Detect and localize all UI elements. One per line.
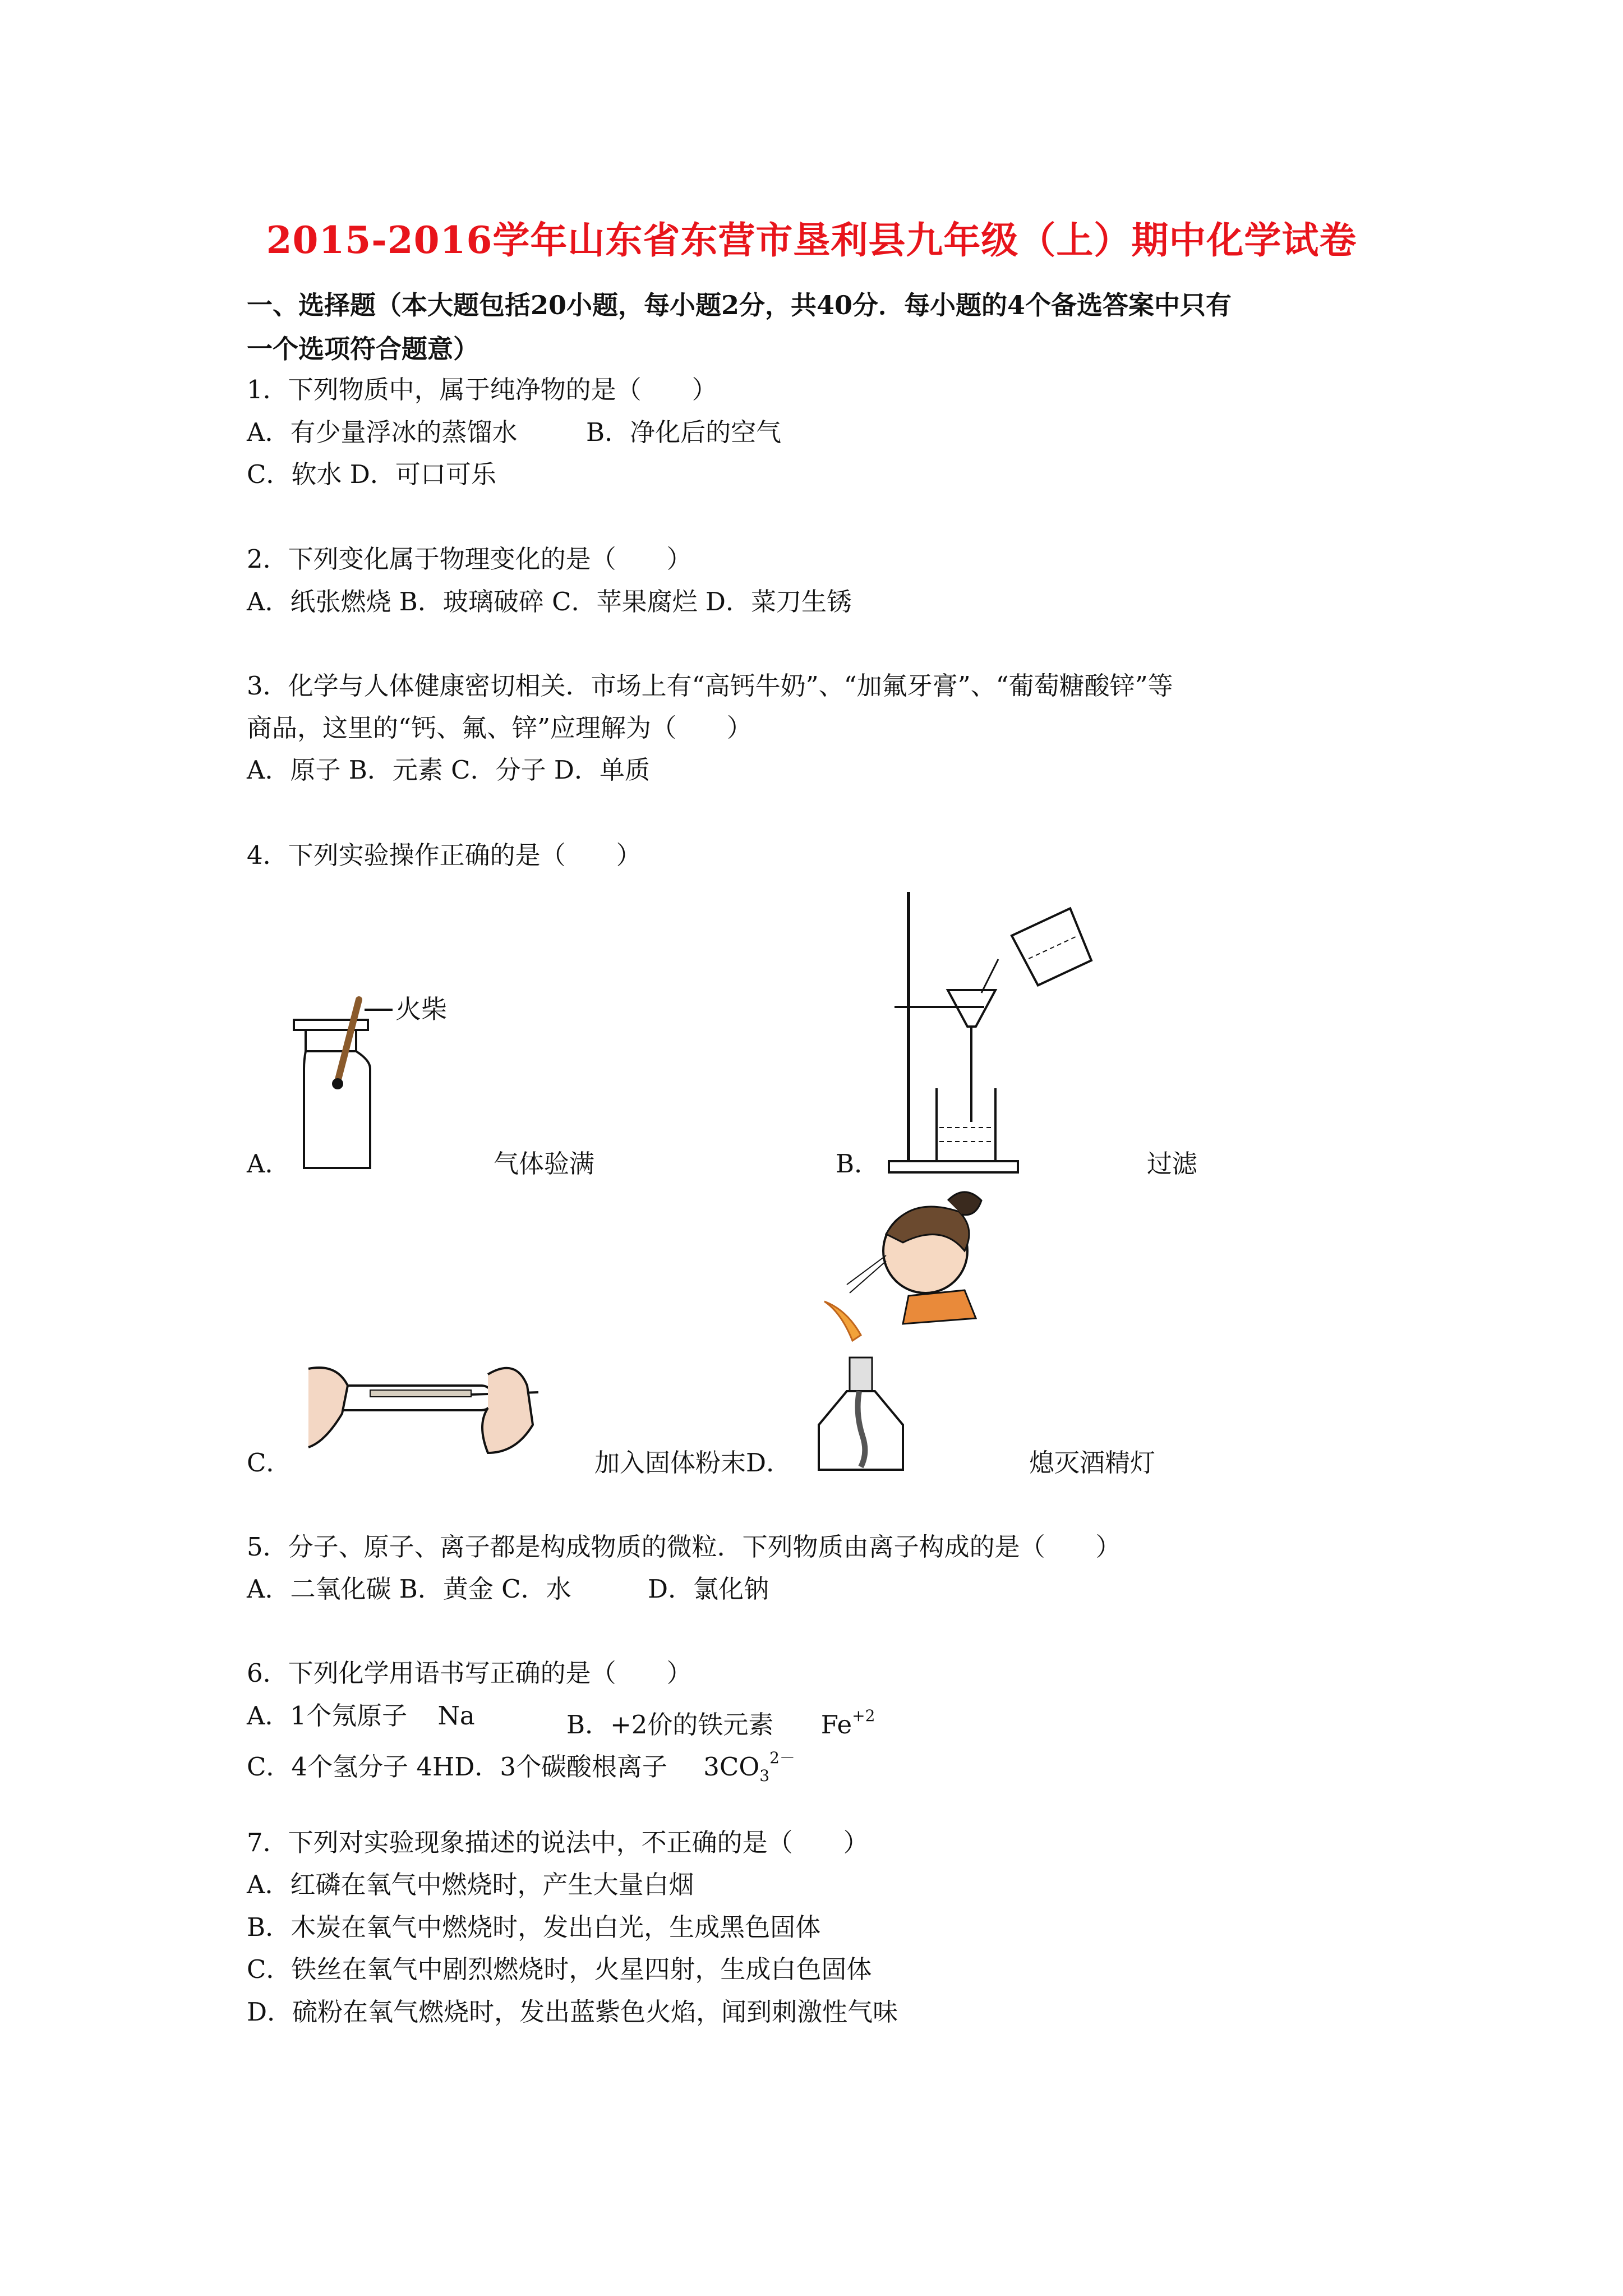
- q4-option-b-caption: 过滤: [1147, 1149, 1198, 1179]
- figure-filtration: [883, 886, 1108, 1178]
- q1-stem: 1．下列物质中，属于纯净物的是（ ）: [247, 375, 717, 404]
- section-heading-line1: 一、选择题（本大题包括20小题，每小题2分，共40分．每小题的4个备选答案中只有: [247, 290, 1232, 320]
- figure-add-solid-powder: [303, 1346, 550, 1458]
- q4-option-c-letter: C．: [247, 1448, 292, 1478]
- q4-stem: 4．下列实验操作正确的是（ ）: [247, 840, 642, 870]
- q7-stem: 7．下列对实验现象描述的说法中，不正确的是（ ）: [247, 1828, 869, 1857]
- q3-stem-line2: 商品，这里的“钙、氟、锌”应理解为（ ）: [247, 713, 753, 743]
- q7-option-d: D．硫粉在氧气燃烧时，发出蓝紫色火焰，闻到刺激性气味: [247, 1997, 898, 2027]
- q6-option-d-formula: 3CO: [703, 1752, 760, 1782]
- figure-gas-full-test: [286, 993, 488, 1178]
- q6-option-b-formula: Fe: [820, 1710, 852, 1740]
- section-heading-line2: 一个选项符合题意）: [247, 334, 479, 364]
- q6-option-b-charge: +2: [852, 1706, 875, 1725]
- q6-option-b-text: B．+2价的铁元素: [566, 1710, 774, 1740]
- figure-match-label: 火柴: [395, 994, 447, 1024]
- q6-option-d-charge: 2－: [769, 1749, 795, 1767]
- page-title: 2015-2016学年山东省东营市垦利县九年级（上）期中化学试卷: [266, 218, 1357, 262]
- q7-option-c: C．铁丝在氧气中剧烈燃烧时，火星四射，生成白色固体: [247, 1954, 872, 1984]
- q6-option-a-text: A．1个氖原子: [247, 1701, 408, 1731]
- q4-option-d-caption: 熄灭酒精灯: [1029, 1448, 1156, 1478]
- q3-options: A．原子 B．元素 C．分子 D．单质: [247, 755, 650, 785]
- q1-options-cd: C．软水 D．可口可乐: [247, 459, 496, 489]
- q7-option-b: B．木炭在氧气中燃烧时，发出白光，生成黑色固体: [247, 1912, 821, 1942]
- q2-stem: 2．下列变化属于物理变化的是（ ）: [247, 544, 692, 574]
- q4-option-b-letter: B．: [836, 1149, 880, 1179]
- q5-stem: 5．分子、原子、离子都是构成物质的微粒．下列物质由离子构成的是（ ）: [247, 1532, 1121, 1562]
- q6-option-d-subscript: 3: [759, 1766, 770, 1785]
- q6-option-a-formula: Na: [437, 1701, 475, 1731]
- q6-options-cd-text: C．4个氢分子 4HD．3个碳酸根离子: [247, 1752, 667, 1782]
- q6-option-a: [247, 1699, 475, 1733]
- q4-option-c-caption: 加入固体粉末D．: [594, 1448, 792, 1478]
- q6-option-b: [566, 1699, 875, 1742]
- q4-option-a-letter: A．: [247, 1149, 291, 1179]
- q6-stem: 6．下列化学用语书写正确的是（ ）: [247, 1658, 692, 1688]
- q4-option-a-caption: 气体验满: [494, 1149, 595, 1179]
- q3-stem-line1: 3．化学与人体健康密切相关．市场上有“高钙牛奶”、“加氟牙膏”、“葡萄糖酸锌”等: [247, 671, 1173, 701]
- q5-options-abc: A．二氧化碳 B．黄金 C．水: [247, 1574, 571, 1604]
- q6-options-cd: [247, 1741, 795, 1793]
- q1-option-a: A．有少量浮冰的蒸馏水: [247, 417, 518, 447]
- q5-option-d: D．氯化钠: [648, 1574, 769, 1604]
- figure-extinguish-alcohol-lamp: [796, 1189, 1009, 1481]
- q1-option-b: B．净化后的空气: [586, 417, 782, 447]
- q2-options: A．纸张燃烧 B．玻璃破碎 C．苹果腐烂 D．菜刀生锈: [247, 587, 852, 616]
- q7-option-a: A．红磷在氧气中燃烧时，产生大量白烟: [247, 1870, 694, 1899]
